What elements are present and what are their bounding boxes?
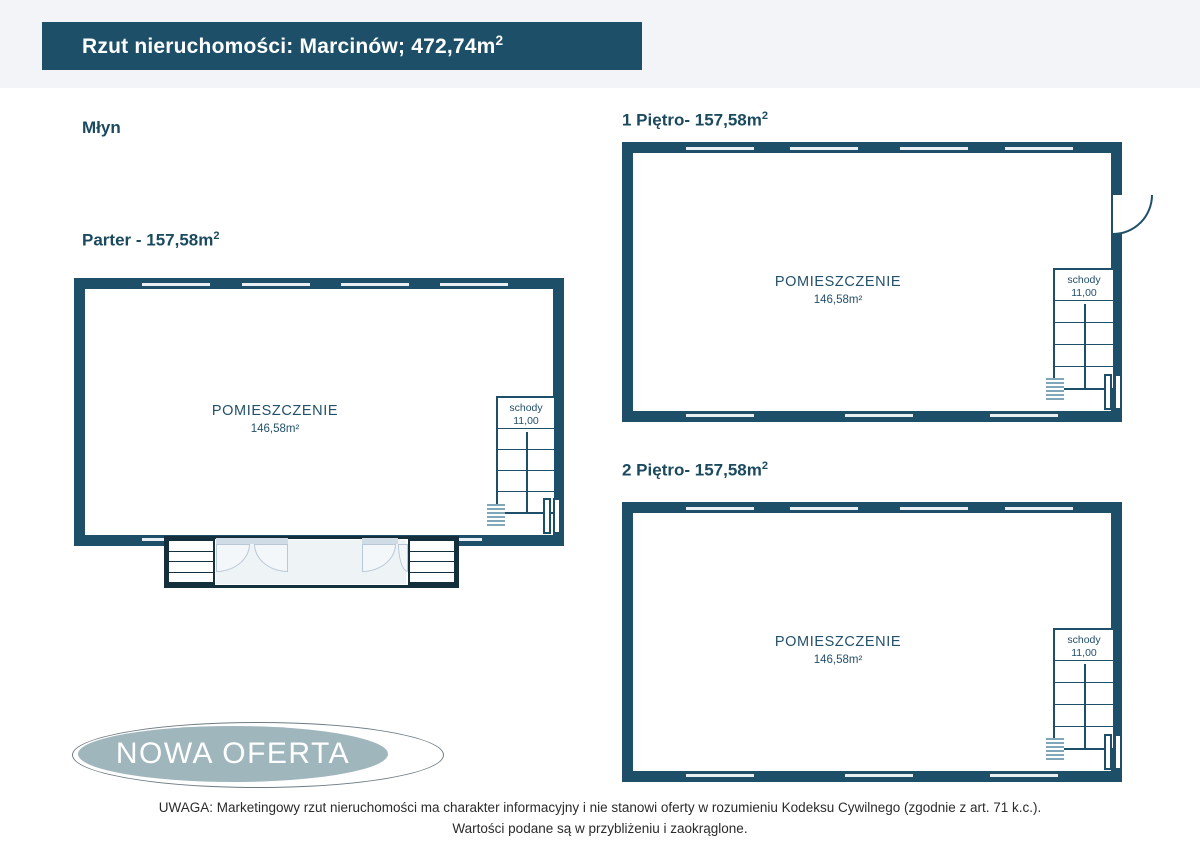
window-pietro1-bottom-1 xyxy=(686,412,754,419)
disclaimer-line-1: UWAGA: Marketingowy rzut nieruchomości ma charakter informacyjny i nie stanowi oferty w rozumieniu Kodeksu Cywilnego (zgodnie z art. 71 k.c.). xyxy=(158,800,1042,815)
shaft-hatch-parter xyxy=(487,504,505,526)
window-pietro2-top-4 xyxy=(1005,505,1073,512)
disclaimer xyxy=(0,798,1200,840)
window-parter-top-4 xyxy=(440,281,508,288)
page-title-text: Rzut nieruchomości: Marcinów; 472,74m xyxy=(82,35,496,58)
room-name-parter: POMIESZCZENIE xyxy=(211,403,339,419)
building-name: Młyn xyxy=(82,118,121,137)
pillar-parter-a xyxy=(543,498,551,534)
exterior-door-pietro1 xyxy=(1113,195,1153,235)
window-pietro2-top-3 xyxy=(900,505,968,512)
pillar-pietro2-a xyxy=(1104,734,1112,770)
stairs-name-pietro1: schody xyxy=(1067,274,1101,286)
logo xyxy=(72,716,452,794)
page-title xyxy=(42,33,503,59)
disclaimer-line-2: Wartości podane są w przybliżeniu i zaokrąglone. xyxy=(452,820,748,836)
pillar-pietro1-b xyxy=(1114,374,1122,410)
room-area-pietro1: 146,58m² xyxy=(813,293,863,306)
window-pietro2-top-2 xyxy=(790,505,858,512)
shaft-hatch-pietro1 xyxy=(1046,378,1064,400)
room-name-pietro2: POMIESZCZENIE xyxy=(774,634,902,650)
stairs-pietro2 xyxy=(1053,628,1115,750)
stairs-label-pietro1 xyxy=(1055,274,1113,300)
stairs-label-parter xyxy=(498,402,554,428)
room-label-pietro2 xyxy=(738,633,938,668)
floor-label-parter-text: Parter - 157,58m xyxy=(82,230,214,250)
floor-label-pietro2 xyxy=(622,460,768,481)
window-pietro2-bottom-3 xyxy=(990,772,1058,779)
page-title-sup: 2 xyxy=(495,33,504,48)
logo-text: NOWA OFERTA xyxy=(115,737,351,770)
floor-label-pietro1 xyxy=(622,110,768,131)
floor-label-pietro2-sup: 2 xyxy=(761,460,769,472)
window-pietro1-bottom-2 xyxy=(845,412,913,419)
pillar-pietro2-b xyxy=(1114,734,1122,770)
room-name-pietro1: POMIESZCZENIE xyxy=(774,274,902,290)
stairs-label-pietro2 xyxy=(1055,634,1113,660)
stairs-name-parter: schody xyxy=(509,402,543,414)
room-area-pietro2: 146,58m² xyxy=(813,653,863,666)
window-parter-top-1 xyxy=(142,281,210,288)
floor-label-parter-sup: 2 xyxy=(213,230,220,242)
pillar-pietro1-a xyxy=(1104,374,1112,410)
floor-label-parter xyxy=(82,230,220,251)
room-area-parter: 146,58m² xyxy=(250,422,300,435)
floor-label-pietro2-text: 2 Piętro- 157,58m xyxy=(622,460,762,480)
stairs-pietro1 xyxy=(1053,268,1115,390)
pillar-parter-b xyxy=(553,498,561,534)
floor-label-pietro1-text: 1 Piętro- 157,58m xyxy=(622,110,762,130)
window-pietro2-bottom-2 xyxy=(845,772,913,779)
stairs-area-pietro2: 11,00 xyxy=(1071,647,1097,660)
grill-parter-left xyxy=(167,539,215,585)
window-pietro1-top-2 xyxy=(790,145,858,152)
window-parter-top-2 xyxy=(242,281,310,288)
window-pietro1-top-1 xyxy=(686,145,754,152)
floor-label-pietro1-sup: 2 xyxy=(761,110,769,122)
stairs-area-pietro1: 11,00 xyxy=(1071,287,1097,300)
stairs-area-parter: 11,00 xyxy=(513,415,539,428)
window-pietro1-top-4 xyxy=(1005,145,1073,152)
room-label-parter xyxy=(175,402,375,437)
stairs-name-pietro2: schody xyxy=(1067,634,1101,646)
page-title-bar xyxy=(42,22,642,70)
window-pietro2-bottom-1 xyxy=(686,772,754,779)
room-label-pietro1 xyxy=(738,273,938,308)
window-pietro2-top-1 xyxy=(686,505,754,512)
shaft-hatch-pietro2 xyxy=(1046,738,1064,760)
grill-parter-right xyxy=(408,539,456,585)
window-pietro1-bottom-3 xyxy=(990,412,1058,419)
window-pietro1-top-3 xyxy=(900,145,968,152)
stairs-parter xyxy=(496,396,556,514)
window-parter-top-3 xyxy=(341,281,409,288)
